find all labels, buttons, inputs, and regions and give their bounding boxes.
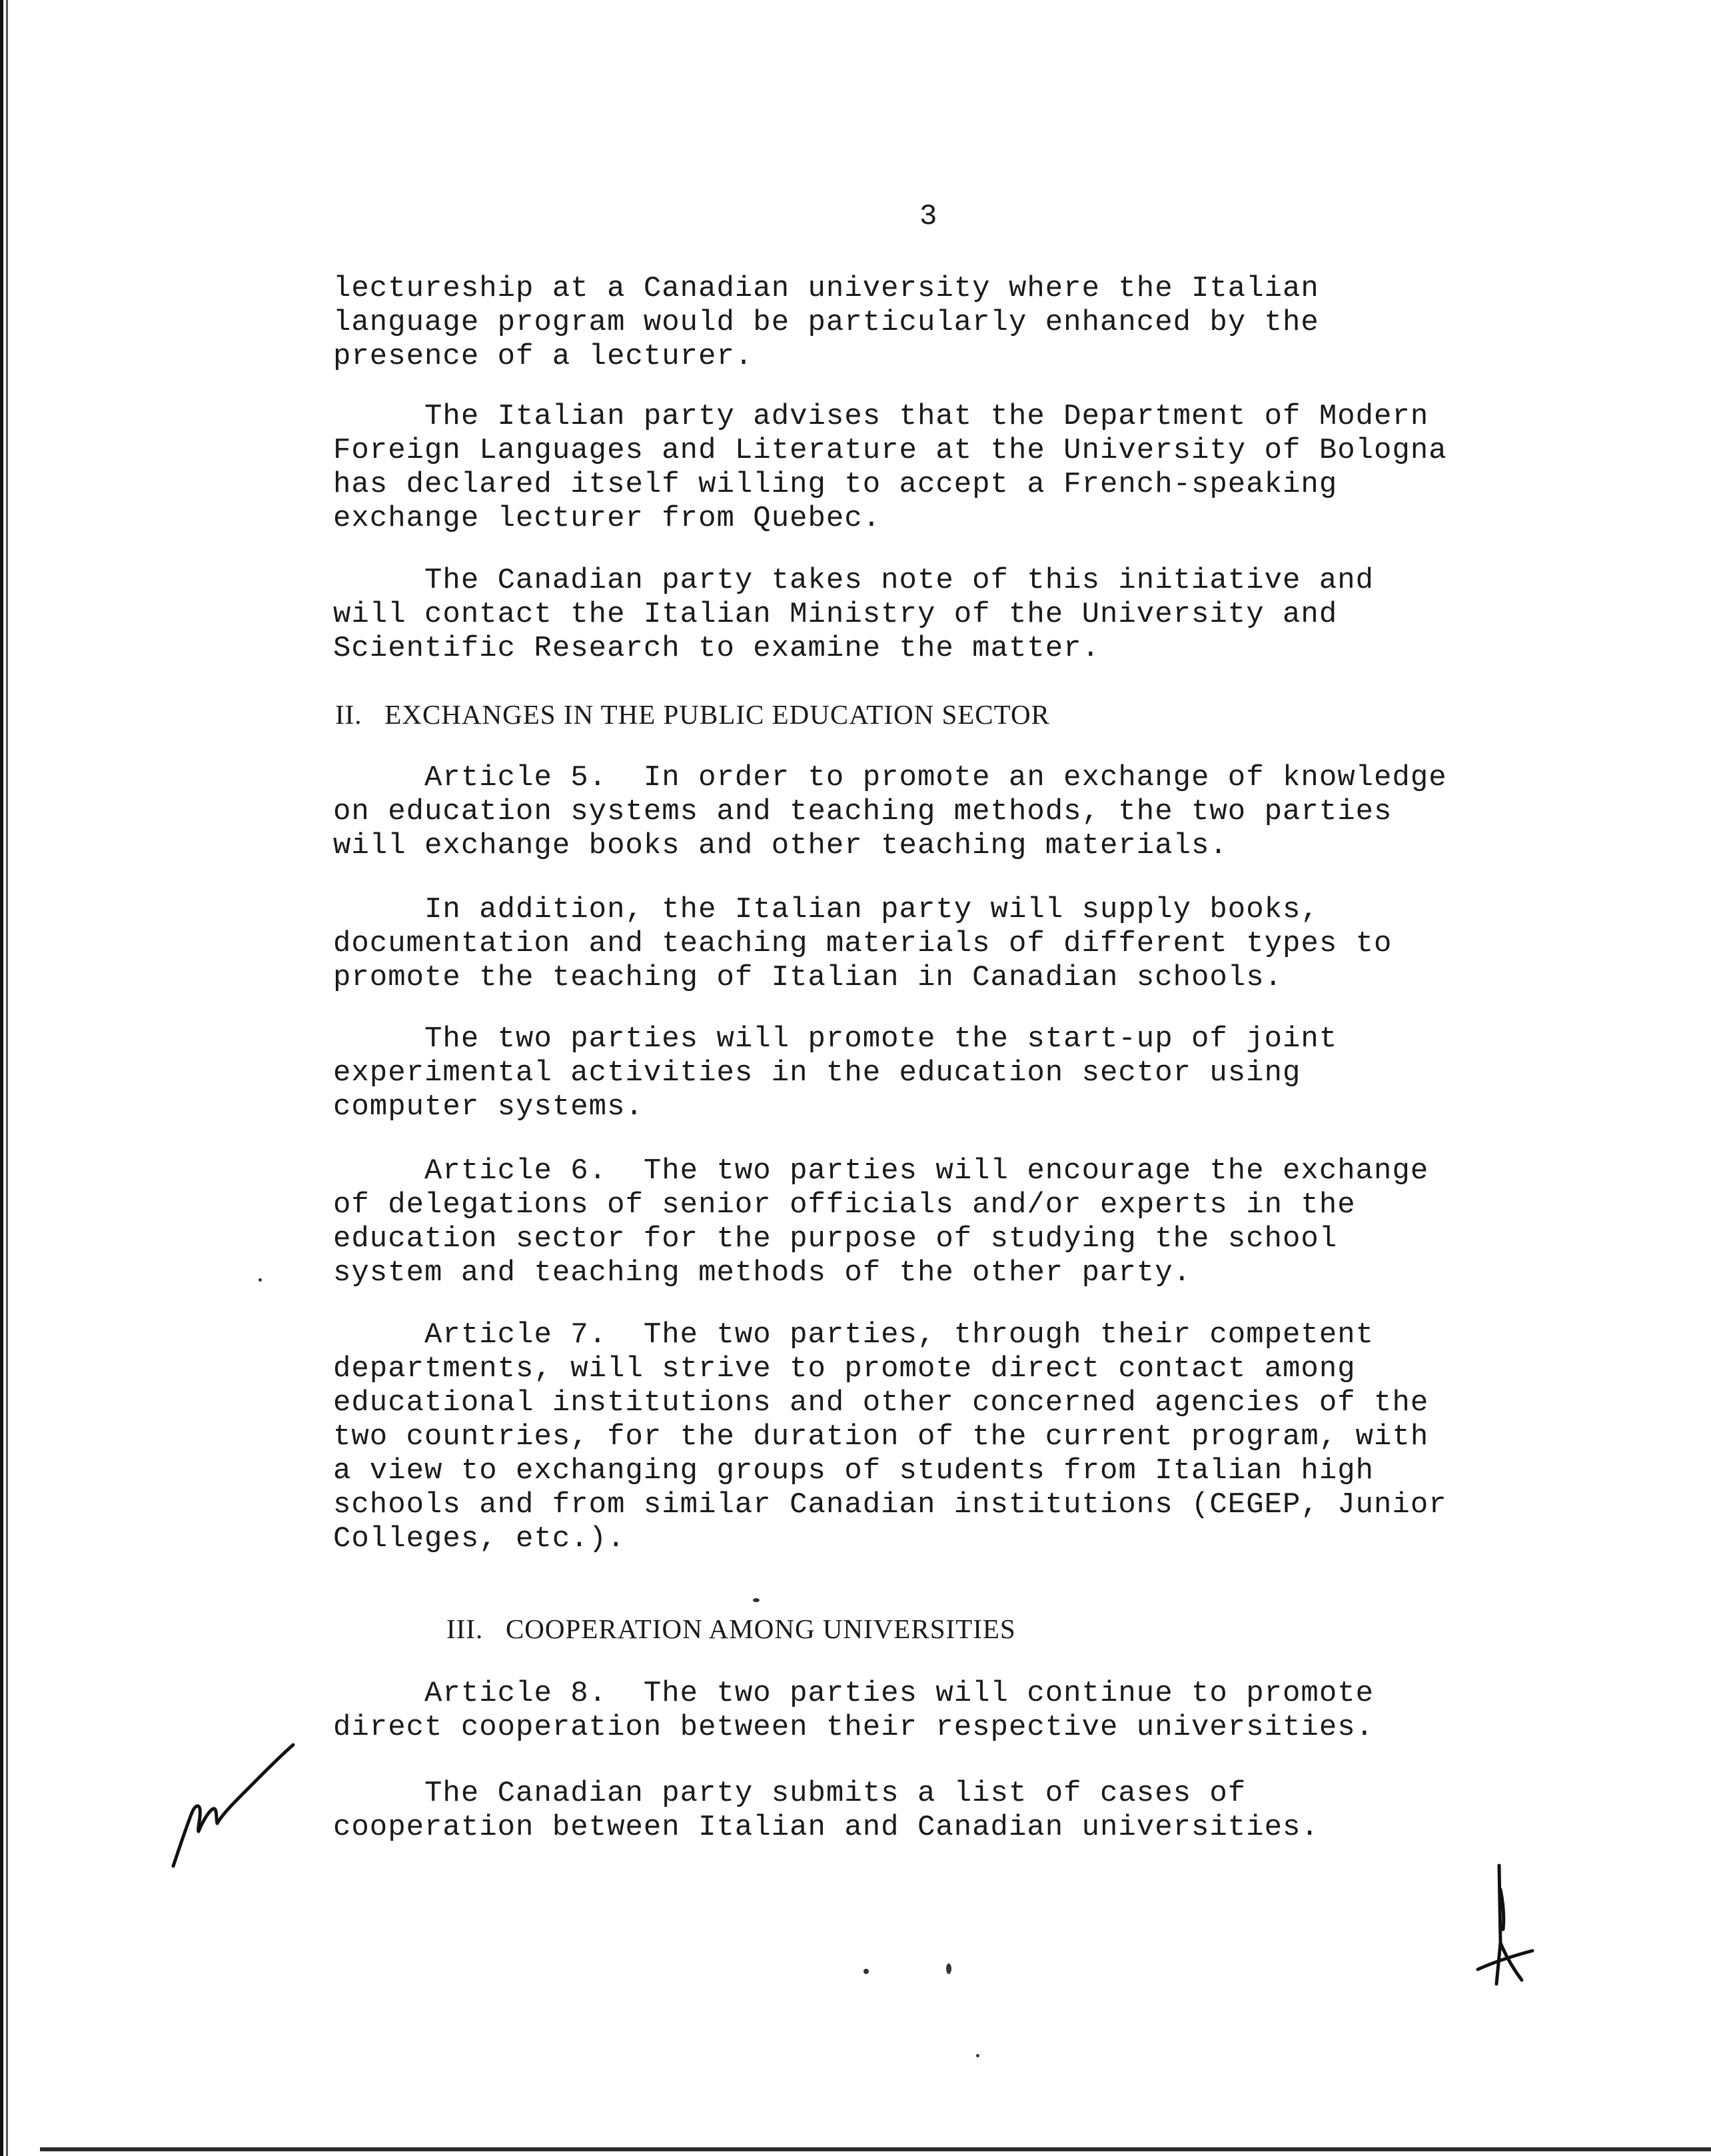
- handwritten-initials-left: [167, 1739, 300, 1873]
- scan-left-edge: [0, 0, 11, 2156]
- scan-speck: [946, 1963, 951, 1974]
- scan-speck: [976, 2054, 979, 2057]
- paragraph-article-6: Article 6. The two parties will encourage the exchange of delegations of senior officials and/or experts in the education sector for the purpose of studying the school system and teaching methods of the other party.: [333, 1154, 1429, 1290]
- paragraph-italian-supply: In addition, the Italian party will supply books, documentation and teaching materials of different types to promote the teaching of Italian in Canadian schools.: [333, 893, 1393, 994]
- paragraph-joint-activities: The two parties will promote the start-up of joint experimental activities in the education sector using computer systems.: [333, 1022, 1338, 1124]
- paragraph-canadian-note: The Canadian party takes note of this initiative and will contact the Italian Ministry of the University and Scientific Research to examine the matter.: [333, 564, 1375, 665]
- paragraph-lectureship: lectureship at a Canadian university where the Italian language program would be particularly enhanced by the presence of a lecturer.: [333, 272, 1319, 373]
- scan-speck: [753, 1598, 760, 1602]
- paragraph-bologna: The Italian party advises that the Department of Modern Foreign Languages and Literature at the University of Bologna has declared itself willing to accept a French-speaking exchange lecturer from Quebec.: [333, 400, 1447, 535]
- section-heading-public-education: II. EXCHANGES IN THE PUBLIC EDUCATION SECTOR: [335, 699, 1050, 730]
- page-number: 3: [919, 200, 937, 233]
- scan-bottom-edge: [40, 2147, 1711, 2151]
- paragraph-article-7: Article 7. The two parties, through their competent departments, will strive to promote direct contact among educational institutions and other concerned agencies of the two countries, for the duration of the current program, with a view to exchanging groups of students from Italian high schools and from similar Canadian institutions (CEGEP, Junior Colleges, etc.).: [333, 1318, 1447, 1556]
- paragraph-article-5: Article 5. In order to promote an exchange of knowledge on education systems and teaching methods, the two parties will exchange books and other teaching materials.: [333, 761, 1447, 862]
- section-heading-universities: III. COOPERATION AMONG UNIVERSITIES: [446, 1614, 1016, 1644]
- scan-speck: [863, 1969, 869, 1974]
- paragraph-list-of-cases: The Canadian party submits a list of cases of cooperation between Italian and Canadian universities.: [333, 1777, 1319, 1844]
- scan-speck: [259, 1278, 262, 1282]
- paragraph-article-8: Article 8. The two parties will continue to promote direct cooperation between their respective universities.: [333, 1677, 1375, 1744]
- handwritten-initials-right: [1466, 1863, 1539, 1989]
